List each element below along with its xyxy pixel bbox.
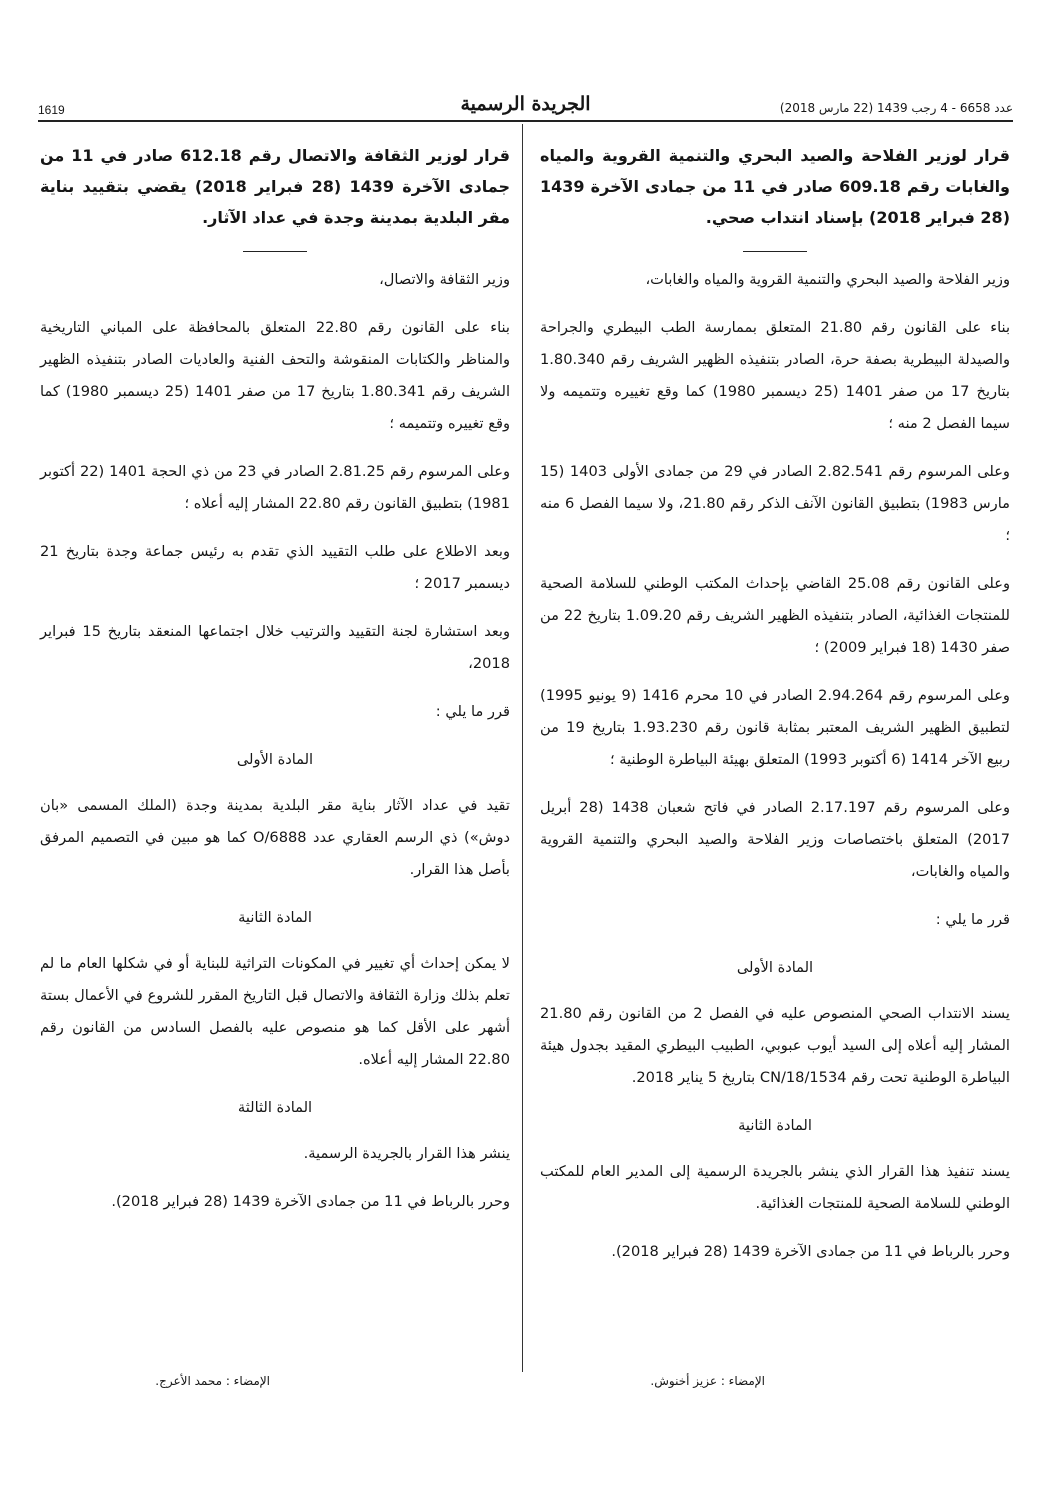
- article-text: يسند تنفيذ هذا القرار الذي ينشر بالجريدة الرسمية إلى المدير العام للمكتب الوطني للسلامة الصحية للمنتجات الغذائية.: [540, 1163, 1010, 1212]
- page-header: [38, 95, 1013, 117]
- signature-agriculture: الإمضاء : عزيز أخنوش.: [650, 1374, 765, 1388]
- article-text: تقيد في عداد الآثار بناية مقر البلدية بمدينة وجدة (الملك المسمى «بان دوش») ذي الرسم العقاري عدد O/6888 كما هو مبين في التصميم المرفق بأصل هذا القرار.: [40, 797, 510, 878]
- decree-title: قرار لوزير الفلاحة والصيد البحري والتنمية القروية والمياه والغابات رقم 609.18 صادر في 11 من جمادى الآخرة 1439 (28 فبراير 2018) بإسناد انتداب صحي.: [540, 146, 1011, 227]
- article-heading: المادة الأولى: [736, 959, 814, 976]
- recital: وعلى المرسوم رقم 2.82.541 الصادر في 29 من جمادى الأولى 1403 (15 مارس 1983) بتطبيق القانون الآنف الذكر رقم 21.80، ولا سيما الفصل 6 منه ؛: [540, 463, 1010, 544]
- article-text: لا يمكن إحداث أي تغيير في المكونات التراثية للبناية أو في شكلها العام ما لم تعلم بذلك وزارة الثقافة والاتصال قبل التاريخ المقرر للشروع في الأعمال بستة أشهر على الأقل كما هو منصوص عليه بالفصل السادس من القانون رقم 22.80 المشار إليه أعلاه.: [40, 955, 510, 1068]
- recital: وعلى المرسوم رقم 2.94.264 الصادر في 10 محرم 1416 (9 يونيو 1995) لتطبيق الظهير الشريف المعتبر بمثابة قانون رقم 1.93.230 بتاريخ 19 من ربيع الآخر 1414 (6 أكتوبر 1993) المتعلق بهيئة البياطرة الوطنية ؛: [540, 687, 1010, 768]
- decided-line: قرر ما يلي :: [435, 703, 510, 720]
- article-heading: المادة الثالثة: [237, 1099, 313, 1116]
- decided-line: قرر ما يلي :: [935, 911, 1010, 928]
- signature-culture: الإمضاء : محمد الأعرج.: [155, 1374, 270, 1388]
- minister-line: وزير الثقافة والاتصال،: [379, 271, 510, 288]
- article-heading: المادة الثانية: [238, 909, 312, 926]
- recital: بناء على القانون رقم 22.80 المتعلق بالمحافظة على المباني التاريخية والمناظر والكتابات المنقوشة والتحف الفنية والعاديات الصادر بتنفيذه الظهير الشريف رقم 1.80.341 بتاريخ 17 من صفر 1401 (25 ديسمبر 1980) كما وقع تغييره وتتميمه ؛: [40, 319, 510, 432]
- article-heading: المادة الثانية: [738, 1117, 812, 1134]
- recital: بناء على القانون رقم 21.80 المتعلق بممارسة الطب البيطري والجراحة والصيدلة البيطرية بصفة حرة، الصادر بتنفيذه الظهير الشريف رقم 1.80.340 بتاريخ 17 من صفر 1401 (25 ديسمبر 1980) كما وقع تغييره وتتميمه ولا سيما الفصل 2 منه ؛: [540, 319, 1011, 432]
- header-rule: [38, 120, 1013, 122]
- decree-title: قرار لوزير الثقافة والاتصال رقم 612.18 صادر في 11 من جمادى الآخرة 1439 (28 فبراير 2018) يقضي بتقييد بناية مقر البلدية بمدينة وجدة في عداد الآثار.: [40, 146, 511, 227]
- gazette-title: الجريدة الرسمية: [460, 93, 591, 115]
- article-text: يسند الانتداب الصحي المنصوص عليه في الفصل 2 من القانون رقم 21.80 المشار إليه أعلاه إلى السيد أيوب عبوبي، الطبيب البيطري المقيد بجدول هيئة البياطرة الوطنية تحت رقم 1534/CN/18 بتاريخ 5 يناير 2018.: [540, 1005, 1010, 1086]
- recital: وبعد استشارة لجنة التقييد والترتيب خلال اجتماعها المنعقد بتاريخ 15 فبراير 2018،: [40, 623, 511, 672]
- dated-line: وحرر بالرباط في 11 من جمادى الآخرة 1439 (28 فبراير 2018).: [611, 1243, 1010, 1260]
- decree-culture: [40, 140, 510, 1234]
- recital: وعلى المرسوم رقم 2.17.197 الصادر في فاتح شعبان 1438 (28 أبريل 2017) المتعلق باختصاصات وزير الفلاحة والصيد البحري والتنمية القروية والمياه والغابات،: [540, 799, 1010, 880]
- title-separator: [743, 251, 807, 252]
- decree-agriculture: [540, 140, 1010, 1284]
- column-divider: [522, 124, 523, 1372]
- recital: وعلى القانون رقم 25.08 القاضي بإحداث المكتب الوطني للسلامة الصحية للمنتجات الغذائية، الصادر بتنفيذه الظهير الشريف رقم 1.09.20 بتاريخ 22 من صفر 1430 (18 فبراير 2009) ؛: [540, 575, 1010, 656]
- page-number: 1619: [38, 103, 65, 117]
- recital: وعلى المرسوم رقم 2.81.25 الصادر في 23 من ذي الحجة 1401 (22 أكتوبر 1981) بتطبيق القانون رقم 22.80 المشار إليه أعلاه ؛: [40, 463, 510, 512]
- recital: وبعد الاطلاع على طلب التقييد الذي تقدم به رئيس جماعة وجدة بتاريخ 21 ديسمبر 2017 ؛: [40, 543, 510, 592]
- minister-line: وزير الفلاحة والصيد البحري والتنمية القروية والمياه والغابات،: [645, 271, 1010, 288]
- article-text: ينشر هذا القرار بالجريدة الرسمية.: [303, 1145, 510, 1162]
- article-heading: المادة الأولى: [236, 751, 314, 768]
- issue-info: عدد 6658 - 4 رجب 1439 (22 مارس 2018): [779, 101, 1013, 115]
- title-separator: [243, 251, 307, 252]
- dated-line: وحرر بالرباط في 11 من جمادى الآخرة 1439 (28 فبراير 2018).: [111, 1193, 510, 1210]
